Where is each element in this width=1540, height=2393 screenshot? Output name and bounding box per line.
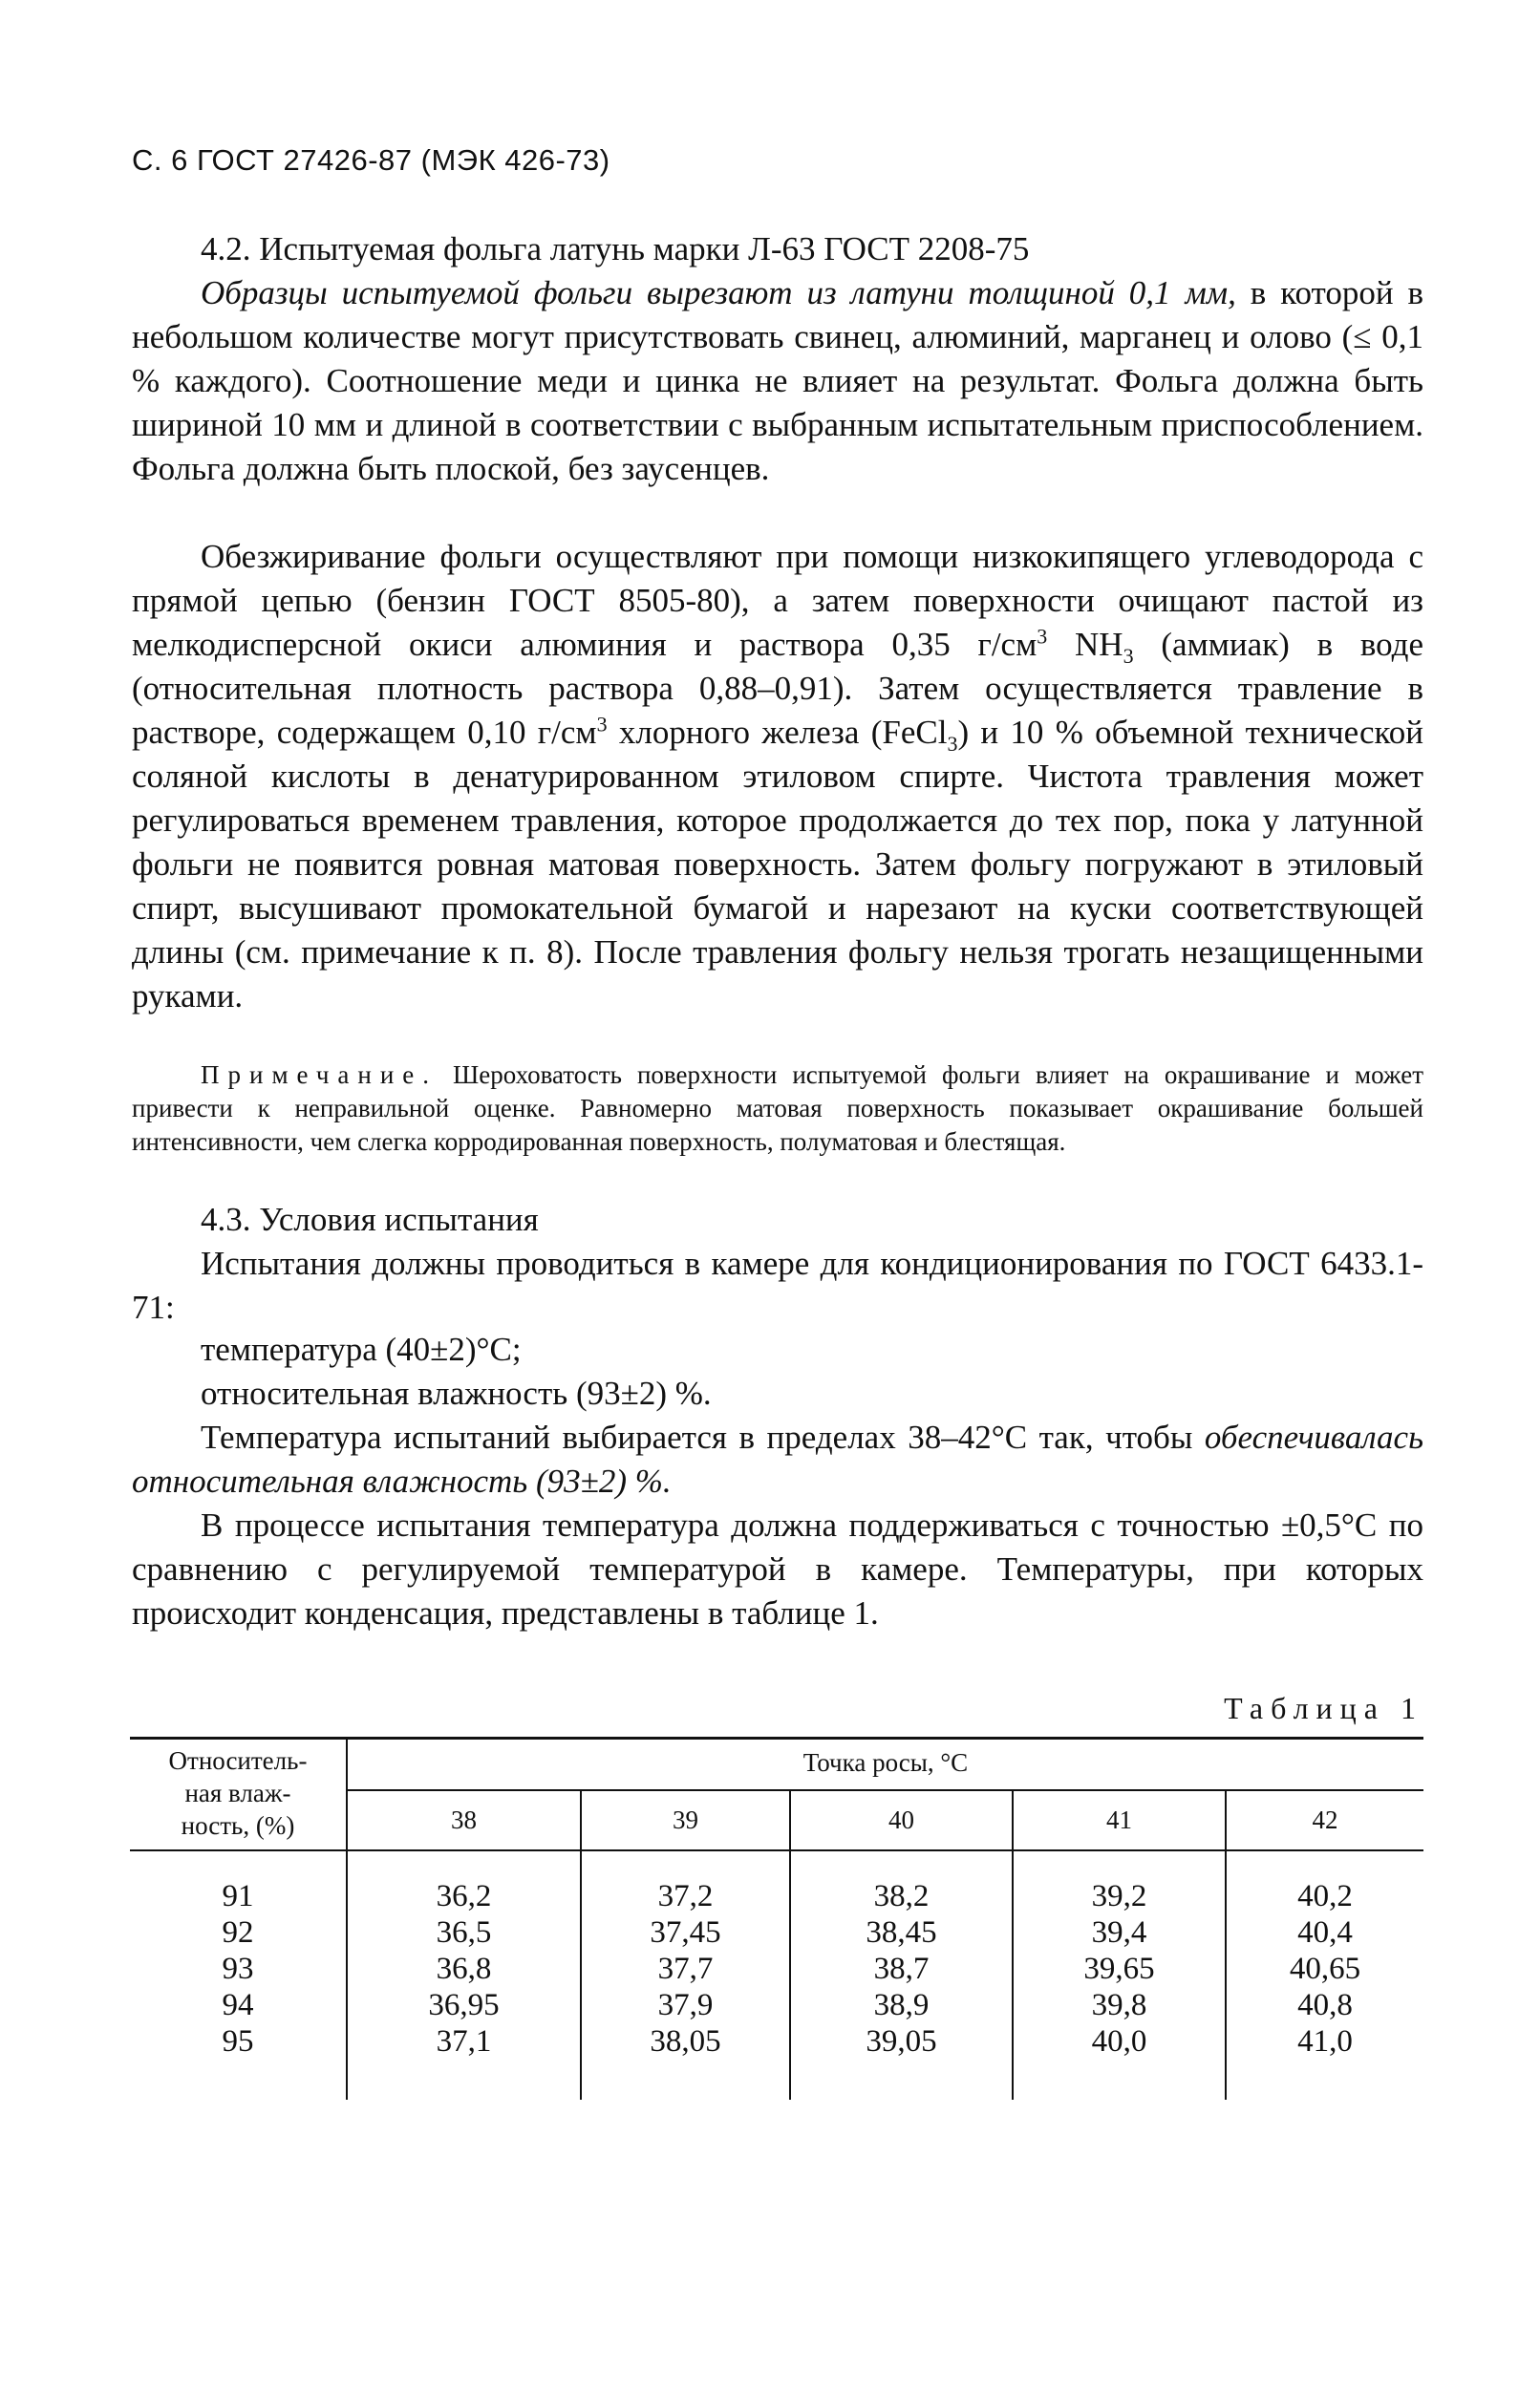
table-cell: 38,05: [650, 2024, 721, 2059]
paragraph-1-text: в которой в небольшом количестве могут присутствовать свинец, алюминий, марганец и олово (≤ 0,1 % каждого). Соотношение меди и цинка не влияет на результат. Фольга должна быть шириной 10 мм и длиной в соответствии с выбранным испытательным приспособлением. Фольга должна быть плоской, без заусенцев.: [132, 274, 1423, 487]
paragraph-1-italic-lead: Образцы испытуемой фольги вырезают из латуни толщиной 0,1 мм,: [201, 274, 1236, 311]
paragraph-2-text-b: NH: [1047, 626, 1123, 663]
note-block: [132, 1058, 1423, 1159]
row-header-line-3: ность, (%): [181, 1811, 295, 1840]
table-cell: 40,4: [1297, 1915, 1353, 1950]
table-cell: 40,0: [1091, 2024, 1147, 2059]
table-cell: 40,2: [1297, 1879, 1353, 1913]
column-header: 42: [1312, 1805, 1338, 1834]
table-cell: 40,8: [1297, 1988, 1353, 2022]
table-cell: 37,2: [657, 1879, 714, 1913]
table-cell-rh: 93: [222, 1952, 254, 1986]
table-cell: 36,8: [436, 1952, 492, 1986]
paragraph-2-text-d: хлорного железа (FeCl: [607, 714, 948, 751]
paragraph-2-text-e: ) и 10 % объемной технической соляной кислоты в денатурированном этиловом спирте. Чистота травления может регулироваться временем травления, которое продолжается до тех пор, пока у латунной фольги не появится ровная матовая поверхность. Затем фольгу погружают в этиловый спирт, высушивают промокательной бумагой и нарезают на куски соответствующей длины (см. примечание к п. 8). После травления фольгу нельзя трогать незащищенными руками.: [132, 714, 1423, 1015]
table-cell-rh: 94: [222, 1988, 254, 2022]
group-header-dew-point: Точка росы, °С: [802, 1748, 969, 1777]
section-4-3-paragraph-2: [132, 1416, 1423, 1504]
note-text: Шероховатость поверхности испытуемой фольги влияет на окрашивание и может привести к неправильной оценке. Равномерно матовая поверхность показывает окрашивание большей интенсивности, чем слегка корродированная поверхность, полуматовая и блестящая.: [132, 1060, 1423, 1156]
section-4-2-paragraph-2: [132, 535, 1423, 1018]
section-4-2-title: 4.2. Испытуемая фольга латунь марки Л-63 ГОСТ 2208-75: [201, 230, 1030, 267]
section-4-3-paragraph-3: В процессе испытания температура должна поддерживаться с точностью ±0,5°С по сравнению с регулируемой температурой в камере. Температуры, при которых происходит конденсация, представлены в таблице 1.: [132, 1506, 1423, 1632]
table-cell: 39,8: [1091, 1988, 1147, 2022]
page-header: С. 6 ГОСТ 27426-87 (МЭК 426-73): [132, 143, 610, 177]
subscript-3: 3: [947, 732, 958, 756]
column-header: 40: [888, 1805, 914, 1834]
column-header: 39: [673, 1805, 698, 1834]
column-header: 38: [451, 1805, 477, 1834]
table-cell: 36,5: [436, 1915, 492, 1950]
paragraph-text: Температура испытаний выбирается в пределах 38–42°С так, чтобы: [201, 1419, 1205, 1456]
table-cell: 40,65: [1289, 1952, 1361, 1986]
note-label: Примечание.: [201, 1060, 438, 1089]
subscript-3: 3: [1123, 644, 1134, 668]
condition-humidity: относительная влажность (93±2) %.: [201, 1375, 712, 1412]
table-cell: 39,2: [1091, 1879, 1147, 1913]
row-header-line-1: Относитель-: [168, 1746, 308, 1775]
paragraph-italic-text: обеспечивалась относительная влажность (93±2) %.: [132, 1419, 1423, 1500]
table-cell: 36,95: [428, 1988, 500, 2022]
table-cell: 38,7: [873, 1952, 930, 1986]
table-cell: 37,7: [657, 1952, 714, 1986]
table-cell: 38,45: [866, 1915, 937, 1950]
section-4-3-paragraph-1: Испытания должны проводиться в камере для кондиционирования по ГОСТ 6433.1-71:: [132, 1245, 1423, 1326]
superscript-3: 3: [1037, 624, 1048, 649]
paragraph-2-text-a: Обезжиривание фольги осуществляют при помощи низкокипящего углеводорода с прямой цепью (бензин ГОСТ 8505-80), а затем поверхности очищают пастой из мелкодисперсной окиси алюминия и раствора 0,35 г/см: [132, 538, 1423, 663]
table-cell: 38,2: [873, 1879, 930, 1913]
table-cell: 38,9: [873, 1988, 930, 2022]
superscript-3: 3: [596, 712, 608, 737]
condition-temperature: температура (40±2)°С;: [201, 1331, 522, 1368]
table-subheader-rule: [348, 1789, 1423, 1791]
table-header-bottom-rule: [130, 1849, 1423, 1851]
section-4-2-paragraph-1: [132, 271, 1423, 491]
section-4-3-title: 4.3. Условия испытания: [201, 1201, 539, 1238]
table-cell: 36,2: [436, 1879, 492, 1913]
table-cell: 37,9: [657, 1988, 714, 2022]
table-cell: 41,0: [1297, 2024, 1353, 2059]
table-cell-rh: 91: [222, 1879, 254, 1913]
row-header-line-2: ная влаж-: [184, 1779, 291, 1807]
table-cell-rh: 92: [222, 1915, 254, 1950]
paragraph-2-text-c: (аммиак) в воде (относительная плотность раствора 0,88–0,91). Затем осуществляется травление в растворе, содержащем 0,10 г/см: [132, 626, 1423, 751]
table-top-rule: [130, 1737, 1423, 1740]
column-header: 41: [1106, 1805, 1132, 1834]
table-cell: 39,05: [866, 2024, 937, 2059]
table-cell: 37,45: [650, 1915, 721, 1950]
table-cell: 37,1: [436, 2024, 492, 2059]
table-caption: Таблица 1: [1224, 1691, 1423, 1725]
table-cell: 39,65: [1083, 1952, 1155, 1986]
table-cell-rh: 95: [222, 2024, 254, 2059]
table-cell: 39,4: [1091, 1915, 1147, 1950]
